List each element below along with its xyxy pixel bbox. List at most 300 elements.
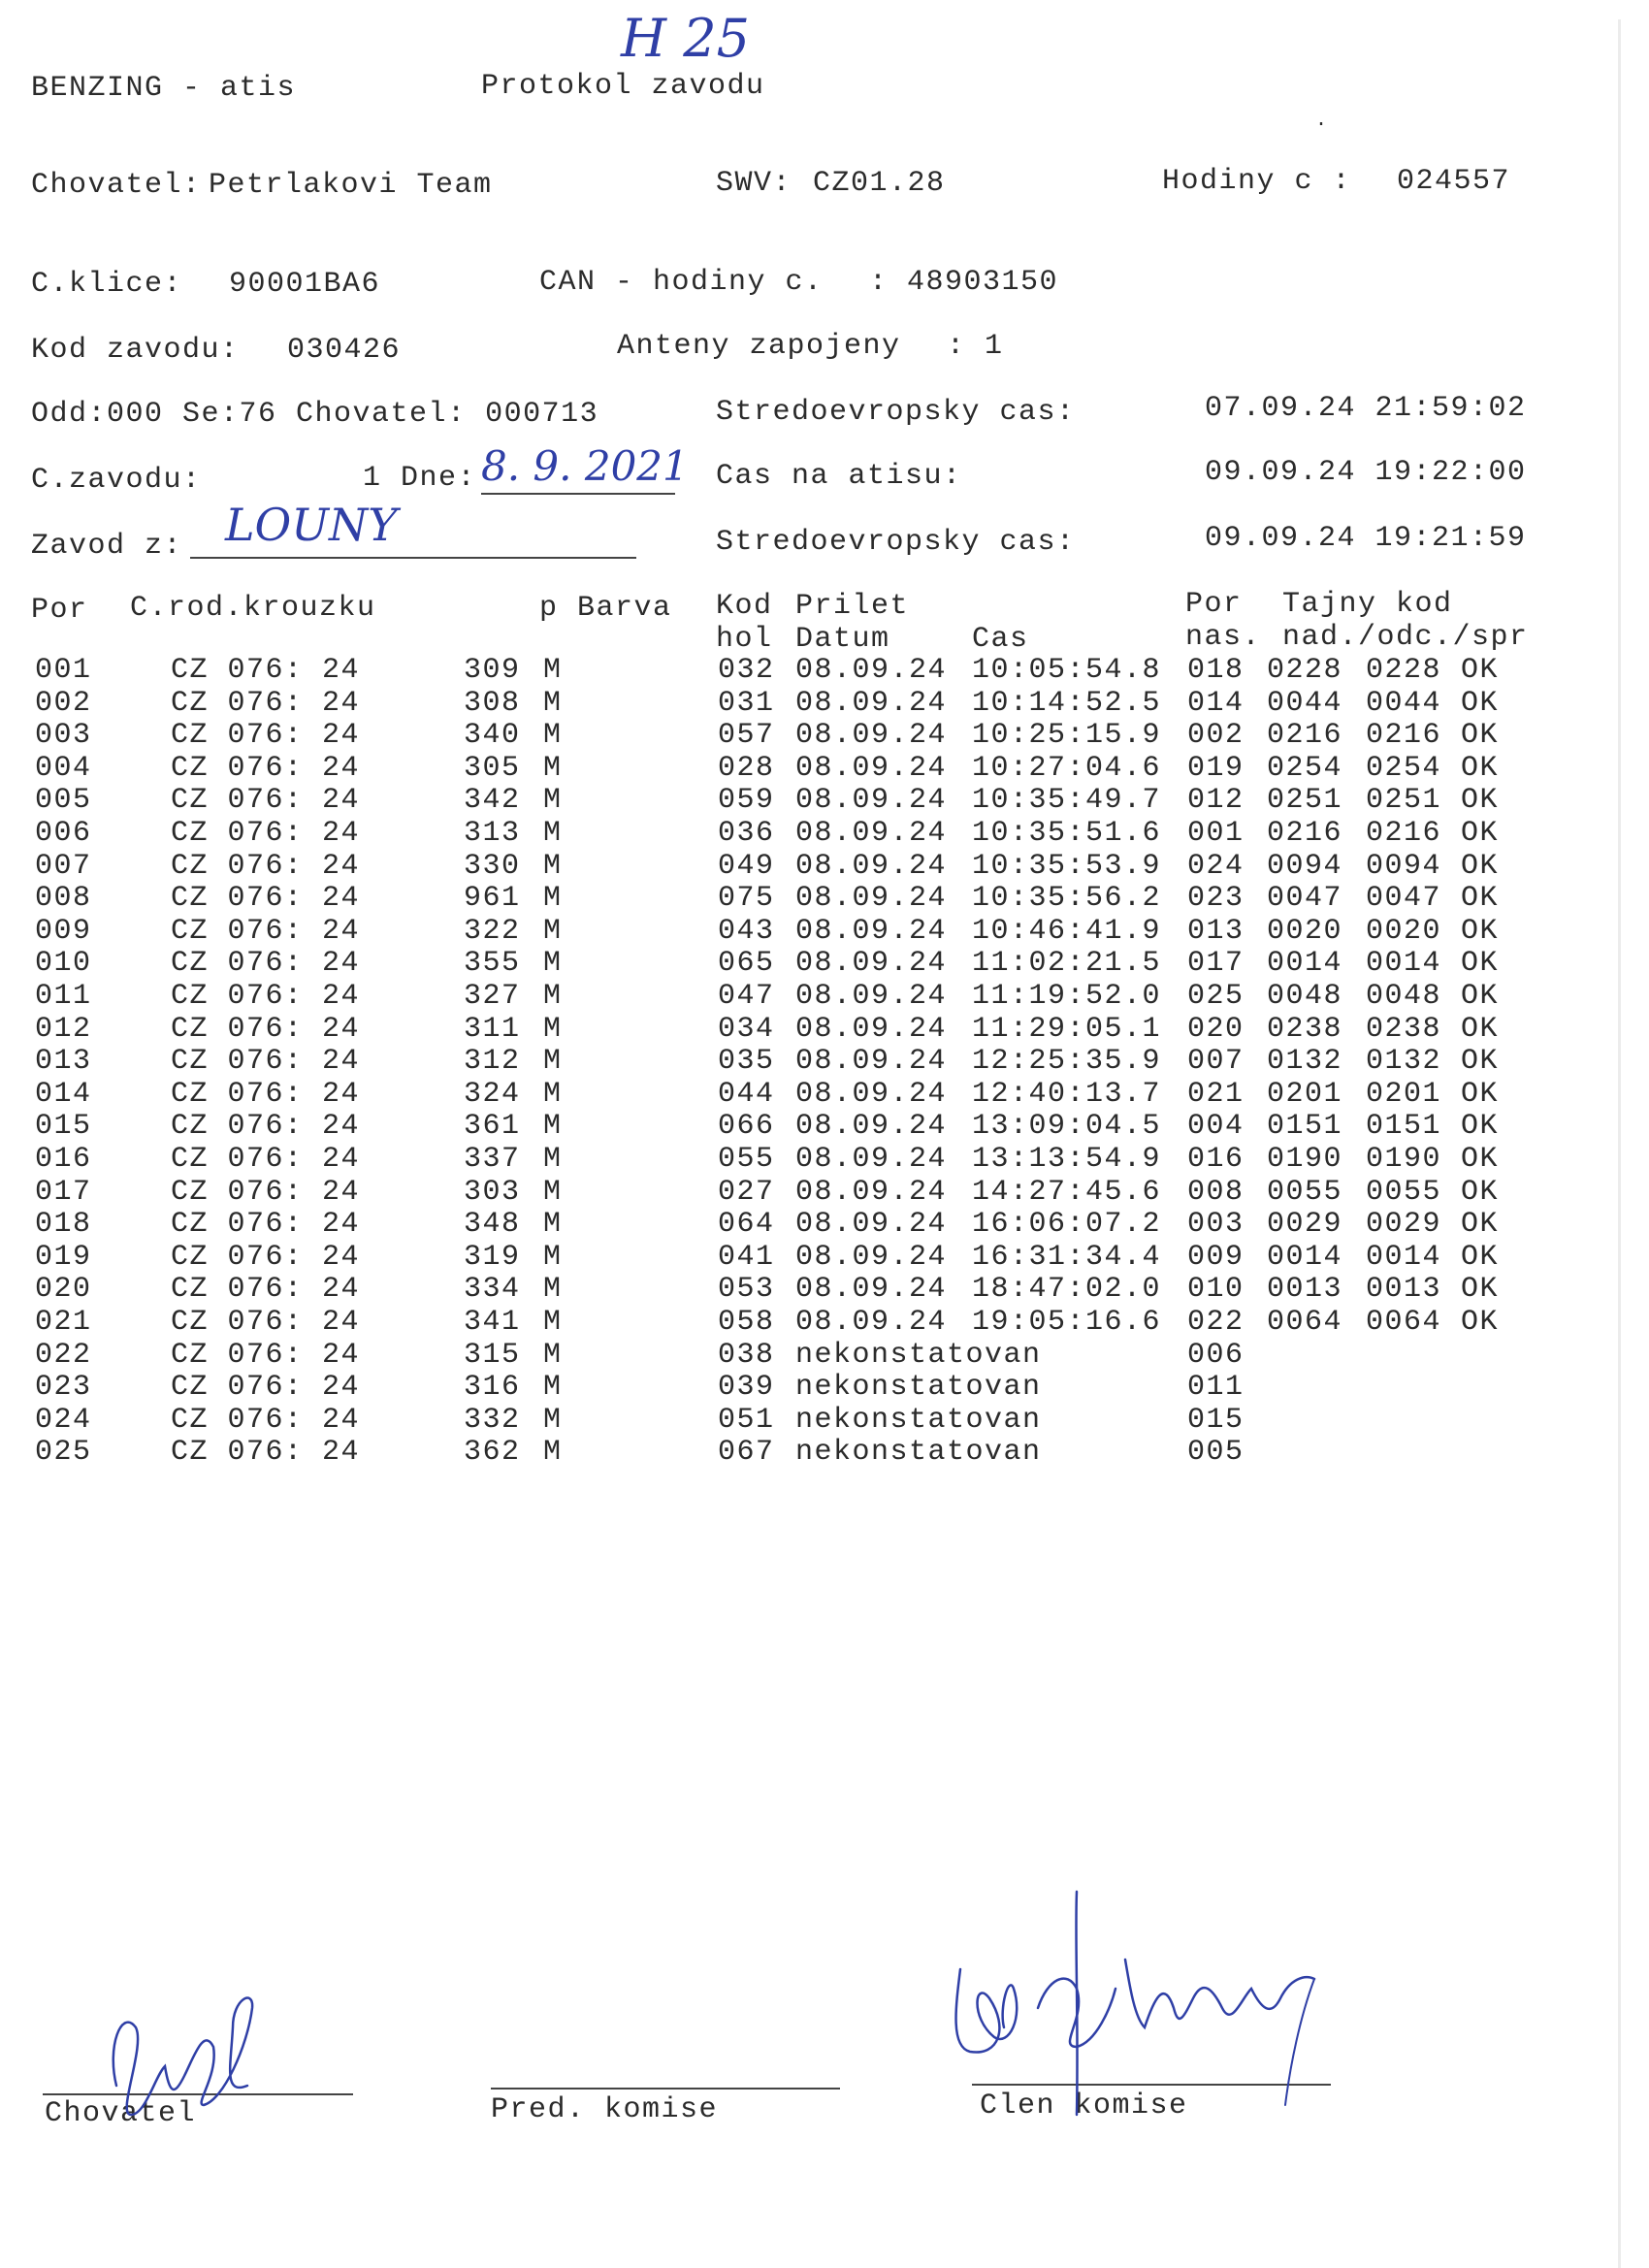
cell-por: 009: [35, 915, 92, 948]
cell-p: M: [543, 784, 563, 817]
cell-krouzek: CZ 076: 24: [171, 687, 361, 720]
cell-odc: 0064: [1366, 1306, 1442, 1339]
cell-odc: 0048: [1366, 980, 1442, 1013]
col-header-kod-hol: Kod hol: [716, 590, 773, 656]
cell-datum: nekonstatovan: [795, 1436, 1042, 1469]
cell-por-nas: 007: [1187, 1045, 1245, 1078]
cell-spr: OK: [1461, 784, 1500, 817]
cell-nad: 0094: [1267, 850, 1343, 883]
dot-mark: .: [1315, 110, 1329, 132]
table-row: [0, 687, 1649, 720]
cell-por: 019: [35, 1241, 92, 1274]
cell-number: 303: [464, 1176, 521, 1209]
cell-kod-hol: 047: [718, 980, 775, 1013]
cell-kod-hol: 031: [718, 687, 775, 720]
cell-por-nas: 006: [1187, 1339, 1245, 1372]
cell-odc: 0151: [1366, 1110, 1442, 1143]
cell-kod-hol: 035: [718, 1045, 775, 1078]
cell-datum: 08.09.24: [795, 882, 948, 915]
kod-zavodu-value: 030426: [287, 334, 402, 367]
cell-number: 362: [464, 1436, 521, 1469]
cell-cas: 10:35:49.7: [972, 784, 1162, 817]
stredoevropsky-cas-2-value: 09.09.24 19:21:59: [1205, 522, 1527, 555]
cell-kod-hol: 058: [718, 1306, 775, 1339]
cell-datum: 08.09.24: [795, 980, 948, 1013]
cell-por: 001: [35, 654, 92, 687]
cell-datum: 08.09.24: [795, 915, 948, 948]
c-zavodu-number: 1 Dne:: [363, 462, 477, 495]
cell-cas: 11:02:21.5: [972, 947, 1162, 980]
cell-number: 316: [464, 1371, 521, 1404]
cell-kod-hol: 034: [718, 1013, 775, 1046]
cell-p: M: [543, 719, 563, 752]
cell-krouzek: CZ 076: 24: [171, 915, 361, 948]
cell-odc: 0094: [1366, 850, 1442, 883]
cell-kod-hol: 032: [718, 654, 775, 687]
cell-p: M: [543, 1306, 563, 1339]
cell-por-nas: 005: [1187, 1436, 1245, 1469]
cell-spr: OK: [1461, 1110, 1500, 1143]
col-header-p-barva: p Barva: [539, 592, 672, 625]
cell-number: 337: [464, 1143, 521, 1176]
table-row: [0, 1143, 1649, 1176]
cell-nad: 0013: [1267, 1273, 1343, 1306]
cell-kod-hol: 059: [718, 784, 775, 817]
cas-na-atisu-value: 09.09.24 19:22:00: [1205, 456, 1527, 489]
cell-krouzek: CZ 076: 24: [171, 1208, 361, 1241]
cell-cas: 13:13:54.9: [972, 1143, 1162, 1176]
cell-por-nas: 019: [1187, 752, 1245, 785]
cell-por-nas: 024: [1187, 850, 1245, 883]
cell-nad: 0047: [1267, 882, 1343, 915]
stredoevropsky-cas-1-value: 07.09.24 21:59:02: [1205, 392, 1527, 425]
cell-odc: 0013: [1366, 1273, 1442, 1306]
cell-kod-hol: 066: [718, 1110, 775, 1143]
cell-datum: 08.09.24: [795, 1078, 948, 1111]
zavod-z-handwritten: LOUNY: [225, 499, 398, 551]
cell-spr: OK: [1461, 1241, 1500, 1274]
cell-p: M: [543, 752, 563, 785]
cell-number: 341: [464, 1306, 521, 1339]
cell-odc: 0216: [1366, 817, 1442, 850]
cell-por: 014: [35, 1078, 92, 1111]
cell-cas: 10:35:51.6: [972, 817, 1162, 850]
cell-spr: OK: [1461, 1143, 1500, 1176]
cell-cas: 11:29:05.1: [972, 1013, 1162, 1046]
cell-krouzek: CZ 076: 24: [171, 654, 361, 687]
cell-nad: 0228: [1267, 654, 1343, 687]
cell-krouzek: CZ 076: 24: [171, 947, 361, 980]
cell-krouzek: CZ 076: 24: [171, 1176, 361, 1209]
cell-por: 025: [35, 1436, 92, 1469]
cell-p: M: [543, 980, 563, 1013]
cell-por: 024: [35, 1404, 92, 1437]
clen-komise-signature: [931, 1882, 1397, 2134]
hodiny-value: 024557: [1397, 165, 1511, 198]
cell-number: 330: [464, 850, 521, 883]
cell-krouzek: CZ 076: 24: [171, 1078, 361, 1111]
cell-cas: 12:25:35.9: [972, 1045, 1162, 1078]
cell-number: 327: [464, 980, 521, 1013]
cell-por: 013: [35, 1045, 92, 1078]
cell-por-nas: 021: [1187, 1078, 1245, 1111]
cell-cas: 19:05:16.6: [972, 1306, 1162, 1339]
cell-por: 002: [35, 687, 92, 720]
cell-nad: 0048: [1267, 980, 1343, 1013]
dne-underline: [481, 493, 675, 495]
cell-nad: 0014: [1267, 947, 1343, 980]
cell-spr: OK: [1461, 882, 1500, 915]
cell-krouzek: CZ 076: 24: [171, 1013, 361, 1046]
cell-por-nas: 015: [1187, 1404, 1245, 1437]
anteny-label: Anteny zapojeny: [617, 330, 901, 363]
cell-spr: OK: [1461, 980, 1500, 1013]
cell-odc: 0228: [1366, 654, 1442, 687]
cell-por: 022: [35, 1339, 92, 1372]
cell-por: 008: [35, 882, 92, 915]
cell-nad: 0254: [1267, 752, 1343, 785]
cell-odc: 0014: [1366, 947, 1442, 980]
cell-cas: 16:06:07.2: [972, 1208, 1162, 1241]
stredoevropsky-cas-1-label: Stredoevropsky cas:: [716, 396, 1076, 429]
cell-p: M: [543, 1110, 563, 1143]
cell-kod-hol: 036: [718, 817, 775, 850]
cell-odc: 0020: [1366, 915, 1442, 948]
cell-por-nas: 023: [1187, 882, 1245, 915]
cell-datum: 08.09.24: [795, 752, 948, 785]
cell-odc: 0055: [1366, 1176, 1442, 1209]
table-row: [0, 1339, 1649, 1372]
cell-datum: 08.09.24: [795, 687, 948, 720]
cell-odc: 0216: [1366, 719, 1442, 752]
table-row: [0, 1208, 1649, 1241]
cell-por-nas: 012: [1187, 784, 1245, 817]
cell-krouzek: CZ 076: 24: [171, 1273, 361, 1306]
cell-krouzek: CZ 076: 24: [171, 1339, 361, 1372]
cell-por-nas: 016: [1187, 1143, 1245, 1176]
cell-datum: 08.09.24: [795, 1013, 948, 1046]
swv-value: CZ01.28: [813, 167, 946, 200]
cell-datum: 08.09.24: [795, 1273, 948, 1306]
cell-krouzek: CZ 076: 24: [171, 850, 361, 883]
cell-nad: 0055: [1267, 1176, 1343, 1209]
cell-cas: 18:47:02.0: [972, 1273, 1162, 1306]
cell-cas: 12:40:13.7: [972, 1078, 1162, 1111]
cell-krouzek: CZ 076: 24: [171, 882, 361, 915]
col-header-krouzek: C.rod.krouzku: [130, 592, 376, 625]
cell-datum: 08.09.24: [795, 1110, 948, 1143]
pred-komise-label: Pred. komise: [491, 2093, 719, 2126]
cell-kod-hol: 051: [718, 1404, 775, 1437]
table-row: [0, 850, 1649, 883]
cell-por-nas: 014: [1187, 687, 1245, 720]
cell-krouzek: CZ 076: 24: [171, 980, 361, 1013]
cell-cas: 11:19:52.0: [972, 980, 1162, 1013]
cell-kod-hol: 044: [718, 1078, 775, 1111]
cell-number: 324: [464, 1078, 521, 1111]
cell-datum: 08.09.24: [795, 1208, 948, 1241]
cell-datum: nekonstatovan: [795, 1371, 1042, 1404]
hodiny-label: Hodiny c :: [1162, 165, 1352, 198]
cell-kod-hol: 057: [718, 719, 775, 752]
table-row: [0, 915, 1649, 948]
cell-kod-hol: 027: [718, 1176, 775, 1209]
cell-p: M: [543, 817, 563, 850]
cell-kod-hol: 065: [718, 947, 775, 980]
cell-krouzek: CZ 076: 24: [171, 752, 361, 785]
app-name: BENZING - atis: [31, 72, 297, 105]
chovatel-label: Chovatel:: [31, 169, 202, 202]
cell-por-nas: 020: [1187, 1013, 1245, 1046]
cell-datum: 08.09.24: [795, 784, 948, 817]
table-row: [0, 1045, 1649, 1078]
cell-krouzek: CZ 076: 24: [171, 784, 361, 817]
cell-por: 015: [35, 1110, 92, 1143]
cell-p: M: [543, 1143, 563, 1176]
cell-por-nas: 025: [1187, 980, 1245, 1013]
cell-nad: 0238: [1267, 1013, 1343, 1046]
cell-datum: 08.09.24: [795, 947, 948, 980]
col-header-cas: Cas: [972, 623, 1029, 656]
cell-odc: 0201: [1366, 1078, 1442, 1111]
cell-nad: 0020: [1267, 915, 1343, 948]
cell-datum: 08.09.24: [795, 1241, 948, 1274]
cell-nad: 0151: [1267, 1110, 1343, 1143]
cell-spr: OK: [1461, 1208, 1500, 1241]
cell-odc: 0238: [1366, 1013, 1442, 1046]
cell-cas: 10:46:41.9: [972, 915, 1162, 948]
cell-datum: 08.09.24: [795, 1045, 948, 1078]
cell-spr: OK: [1461, 654, 1500, 687]
cell-nad: 0064: [1267, 1306, 1343, 1339]
cell-por: 006: [35, 817, 92, 850]
cell-krouzek: CZ 076: 24: [171, 1371, 361, 1404]
cell-spr: OK: [1461, 1176, 1500, 1209]
cell-por: 021: [35, 1306, 92, 1339]
cell-krouzek: CZ 076: 24: [171, 1241, 361, 1274]
cell-nad: 0251: [1267, 784, 1343, 817]
cell-number: 961: [464, 882, 521, 915]
table-row: [0, 752, 1649, 785]
col-header-tajny-kod: Tajny kod nad./odc./spr: [1282, 588, 1529, 654]
table-row: [0, 1371, 1649, 1404]
cell-spr: OK: [1461, 947, 1500, 980]
cell-odc: 0044: [1366, 687, 1442, 720]
cell-p: M: [543, 947, 563, 980]
cell-kod-hol: 055: [718, 1143, 775, 1176]
table-row: [0, 882, 1649, 915]
klice-label: C.klice:: [31, 268, 183, 301]
cell-number: 355: [464, 947, 521, 980]
table-row: [0, 1176, 1649, 1209]
cell-por: 003: [35, 719, 92, 752]
cell-number: 334: [464, 1273, 521, 1306]
cas-na-atisu-label: Cas na atisu:: [716, 460, 962, 493]
cell-spr: OK: [1461, 1045, 1500, 1078]
cell-cas: 10:14:52.5: [972, 687, 1162, 720]
cell-spr: OK: [1461, 752, 1500, 785]
cell-krouzek: CZ 076: 24: [171, 1045, 361, 1078]
cell-number: 313: [464, 817, 521, 850]
cell-spr: OK: [1461, 687, 1500, 720]
cell-kod-hol: 038: [718, 1339, 775, 1372]
cell-p: M: [543, 1273, 563, 1306]
col-header-prilet-datum: Prilet Datum: [795, 590, 910, 656]
cell-number: 305: [464, 752, 521, 785]
cell-datum: 08.09.24: [795, 1176, 948, 1209]
table-row: [0, 817, 1649, 850]
cell-por: 016: [35, 1143, 92, 1176]
cell-kod-hol: 039: [718, 1371, 775, 1404]
cell-p: M: [543, 1436, 563, 1469]
cell-cas: 10:27:04.6: [972, 752, 1162, 785]
cell-p: M: [543, 1078, 563, 1111]
cell-odc: 0014: [1366, 1241, 1442, 1274]
cell-por: 023: [35, 1371, 92, 1404]
cell-number: 361: [464, 1110, 521, 1143]
odd-line: Odd:000 Se:76 Chovatel: 000713: [31, 398, 599, 431]
cell-odc: 0190: [1366, 1143, 1442, 1176]
cell-krouzek: CZ 076: 24: [171, 1436, 361, 1469]
cell-spr: OK: [1461, 915, 1500, 948]
cell-kod-hol: 049: [718, 850, 775, 883]
cell-number: 348: [464, 1208, 521, 1241]
zavod-z-label: Zavod z:: [31, 530, 183, 563]
cell-krouzek: CZ 076: 24: [171, 1143, 361, 1176]
cell-p: M: [543, 882, 563, 915]
swv-label: SWV:: [716, 167, 792, 200]
cell-nad: 0132: [1267, 1045, 1343, 1078]
cell-p: M: [543, 1241, 563, 1274]
anteny-value: : 1: [947, 330, 1004, 363]
cell-cas: 14:27:45.6: [972, 1176, 1162, 1209]
cell-spr: OK: [1461, 1013, 1500, 1046]
cell-kod-hol: 067: [718, 1436, 775, 1469]
cell-p: M: [543, 1208, 563, 1241]
col-header-por-nas: Por nas.: [1185, 588, 1262, 654]
cell-datum: 08.09.24: [795, 1306, 948, 1339]
cell-por-nas: 001: [1187, 817, 1245, 850]
cell-p: M: [543, 1045, 563, 1078]
cell-odc: 0029: [1366, 1208, 1442, 1241]
cell-p: M: [543, 1371, 563, 1404]
cell-p: M: [543, 915, 563, 948]
cell-krouzek: CZ 076: 24: [171, 1306, 361, 1339]
table-row: [0, 1404, 1649, 1437]
cell-por-nas: 004: [1187, 1110, 1245, 1143]
cell-por-nas: 002: [1187, 719, 1245, 752]
cell-por: 007: [35, 850, 92, 883]
cell-nad: 0201: [1267, 1078, 1343, 1111]
cell-odc: 0251: [1366, 784, 1442, 817]
cell-por: 005: [35, 784, 92, 817]
cell-p: M: [543, 687, 563, 720]
cell-odc: 0132: [1366, 1045, 1442, 1078]
cell-nad: 0216: [1267, 817, 1343, 850]
can-value: : 48903150: [869, 266, 1059, 299]
cell-p: M: [543, 1013, 563, 1046]
table-row: [0, 1078, 1649, 1111]
cell-nad: 0190: [1267, 1143, 1343, 1176]
cell-datum: 08.09.24: [795, 850, 948, 883]
cell-cas: 16:31:34.4: [972, 1241, 1162, 1274]
cell-nad: 0029: [1267, 1208, 1343, 1241]
chovatel-signature: [78, 1969, 301, 2134]
cell-number: 319: [464, 1241, 521, 1274]
cell-por-nas: 003: [1187, 1208, 1245, 1241]
cell-por-nas: 017: [1187, 947, 1245, 980]
cell-krouzek: CZ 076: 24: [171, 719, 361, 752]
cell-number: 322: [464, 915, 521, 948]
cell-cas: 10:35:53.9: [972, 850, 1162, 883]
cell-number: 312: [464, 1045, 521, 1078]
cell-por: 018: [35, 1208, 92, 1241]
table-row: [0, 1241, 1649, 1274]
table-row: [0, 654, 1649, 687]
cell-number: 332: [464, 1404, 521, 1437]
cell-p: M: [543, 654, 563, 687]
cell-por: 017: [35, 1176, 92, 1209]
cell-p: M: [543, 1176, 563, 1209]
cell-por-nas: 013: [1187, 915, 1245, 948]
cell-datum: nekonstatovan: [795, 1404, 1042, 1437]
cell-number: 315: [464, 1339, 521, 1372]
cell-datum: 08.09.24: [795, 654, 948, 687]
cell-spr: OK: [1461, 817, 1500, 850]
clen-komise-label: Clen komise: [980, 2090, 1188, 2122]
cell-spr: OK: [1461, 1306, 1500, 1339]
cell-cas: 13:09:04.5: [972, 1110, 1162, 1143]
cell-krouzek: CZ 076: 24: [171, 817, 361, 850]
cell-por-nas: 022: [1187, 1306, 1245, 1339]
table-row: [0, 1306, 1649, 1339]
cell-kod-hol: 053: [718, 1273, 775, 1306]
cell-nad: 0216: [1267, 719, 1343, 752]
cell-number: 309: [464, 654, 521, 687]
cell-kod-hol: 028: [718, 752, 775, 785]
table-row: [0, 719, 1649, 752]
page-title: Protokol zavodu: [481, 70, 765, 103]
stredoevropsky-cas-2-label: Stredoevropsky cas:: [716, 526, 1076, 559]
cell-kod-hol: 075: [718, 882, 775, 915]
cell-krouzek: CZ 076: 24: [171, 1110, 361, 1143]
c-zavodu-label: C.zavodu:: [31, 464, 202, 497]
cell-por: 020: [35, 1273, 92, 1306]
cell-por-nas: 011: [1187, 1371, 1245, 1404]
cell-kod-hol: 041: [718, 1241, 775, 1274]
cell-kod-hol: 064: [718, 1208, 775, 1241]
col-header-por: Por: [31, 594, 88, 627]
chovatel-value: Petrlakovi Team: [209, 169, 493, 202]
dne-handwritten: 8. 9. 2021: [481, 442, 689, 490]
cell-number: 340: [464, 719, 521, 752]
kod-zavodu-label: Kod zavodu:: [31, 334, 240, 367]
table-row: [0, 980, 1649, 1013]
cell-por: 010: [35, 947, 92, 980]
cell-spr: OK: [1461, 719, 1500, 752]
table-row: [0, 947, 1649, 980]
klice-value: 90001BA6: [229, 268, 381, 301]
table-row: [0, 1013, 1649, 1046]
cell-nad: 0044: [1267, 687, 1343, 720]
cell-cas: 10:05:54.8: [972, 654, 1162, 687]
cell-odc: 0047: [1366, 882, 1442, 915]
cell-datum: 08.09.24: [795, 1143, 948, 1176]
cell-krouzek: CZ 076: 24: [171, 1404, 361, 1437]
cell-spr: OK: [1461, 1273, 1500, 1306]
cell-datum: 08.09.24: [795, 817, 948, 850]
cell-odc: 0254: [1366, 752, 1442, 785]
